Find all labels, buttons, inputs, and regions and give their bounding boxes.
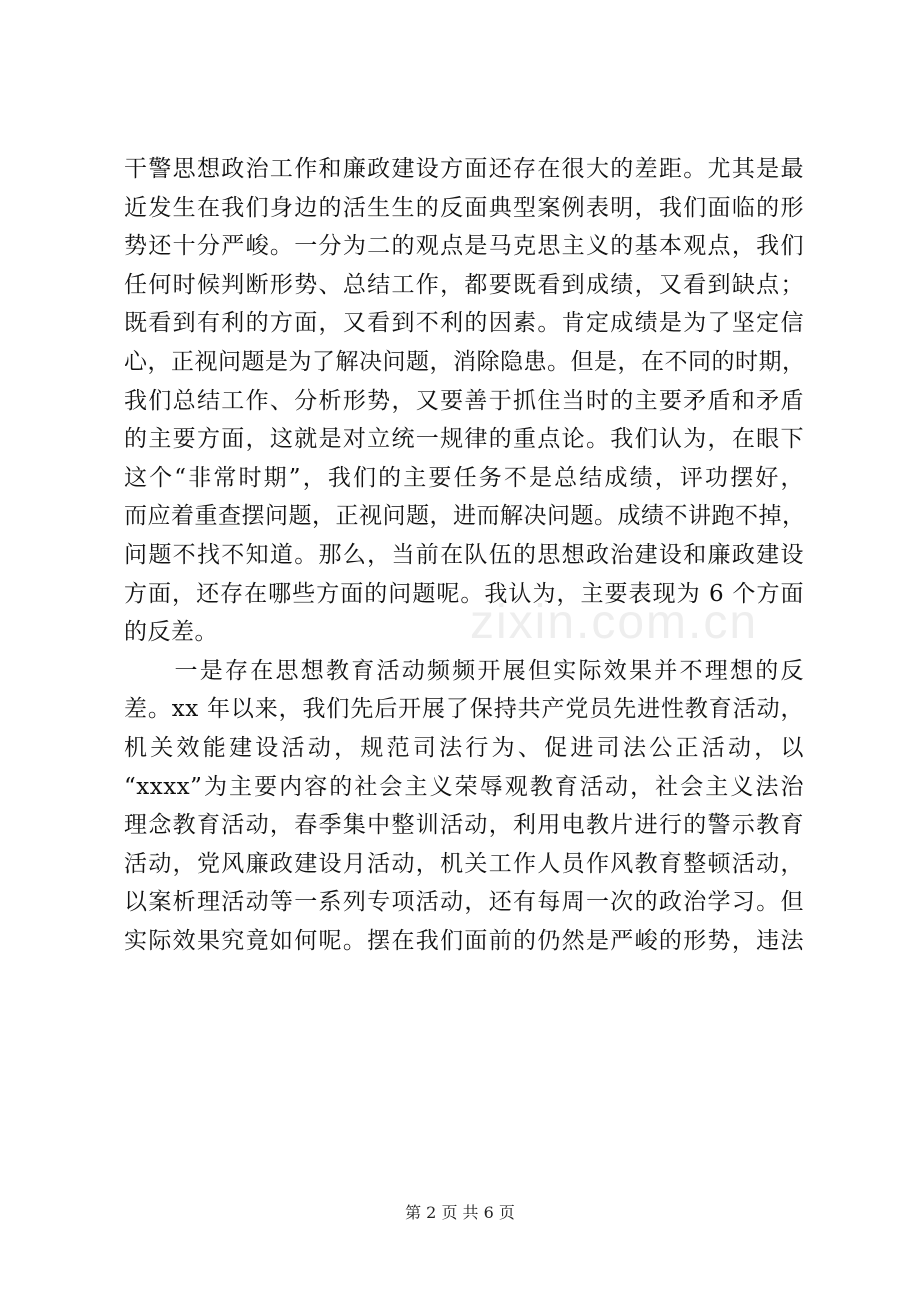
text-line: 理念教育活动，春季集中整训活动，利用电教片进行的警示教育 <box>124 812 804 839</box>
text-line: 机关效能建设活动，规范司法行为、促进司法公正活动，以 <box>124 734 804 761</box>
text-line: 活动，党风廉政建设月活动，机关工作人员作风教育整顿活动， <box>124 850 804 877</box>
watermark: zixin.com.cn <box>470 596 759 649</box>
text-line: 任何时候判断形势、总结工作，都要既看到成绩，又看到缺点； <box>124 271 804 298</box>
text-line: 实际效果究竟如何呢。摆在我们面前的仍然是严峻的形势，违法 <box>124 927 804 954</box>
text-line: 而应着重查摆问题，正视问题，进而解决问题。成绩不讲跑不掉， <box>124 503 806 530</box>
text-line: 我们总结工作、分析形势，又要善于抓住当时的主要矛盾和矛盾 <box>124 387 804 414</box>
text-line: 的主要方面，这就是对立统一规律的重点论。我们认为，在眼下 <box>124 426 804 453</box>
text-line: 既看到有利的方面，又看到不利的因素。肯定成绩是为了坚定信 <box>124 310 804 337</box>
text-line: “xxxx”为主要内容的社会主义荣辱观教育活动，社会主义法治 <box>124 773 804 800</box>
text-line: 方面，还存在哪些方面的问题呢。我认为，主要表现为 6 个方面 <box>124 580 804 607</box>
text-line: 这个“非常时期”，我们的主要任务不是总结成绩，评功摆好， <box>124 464 804 491</box>
text-line: 一是存在思想教育活动频频开展但实际效果并不理想的反 <box>124 657 804 684</box>
text-line: 心，正视问题是为了解决问题，消除隐患。但是，在不同的时期， <box>124 348 806 375</box>
text-line: 差。xx 年以来，我们先后开展了保持共产党员先进性教育活动， <box>124 696 804 723</box>
text-line: 以案析理活动等一系列专项活动，还有每周一次的政治学习。但 <box>124 889 804 916</box>
page-footer: 第 2 页 共 6 页 <box>405 1203 515 1222</box>
text-line: 的反差。 <box>124 619 218 646</box>
text-line: 问题不找不知道。那么，当前在队伍的思想政治建设和廉政建设 <box>124 541 804 568</box>
text-line: 干警思想政治工作和廉政建设方面还存在很大的差距。尤其是最 <box>124 156 804 182</box>
text-line: 近发生在我们身边的活生生的反面典型案例表明，我们面临的形 <box>124 194 804 221</box>
text-line: 势还十分严峻。一分为二的观点是马克思主义的基本观点，我们 <box>124 233 804 260</box>
document-body <box>124 150 804 960</box>
